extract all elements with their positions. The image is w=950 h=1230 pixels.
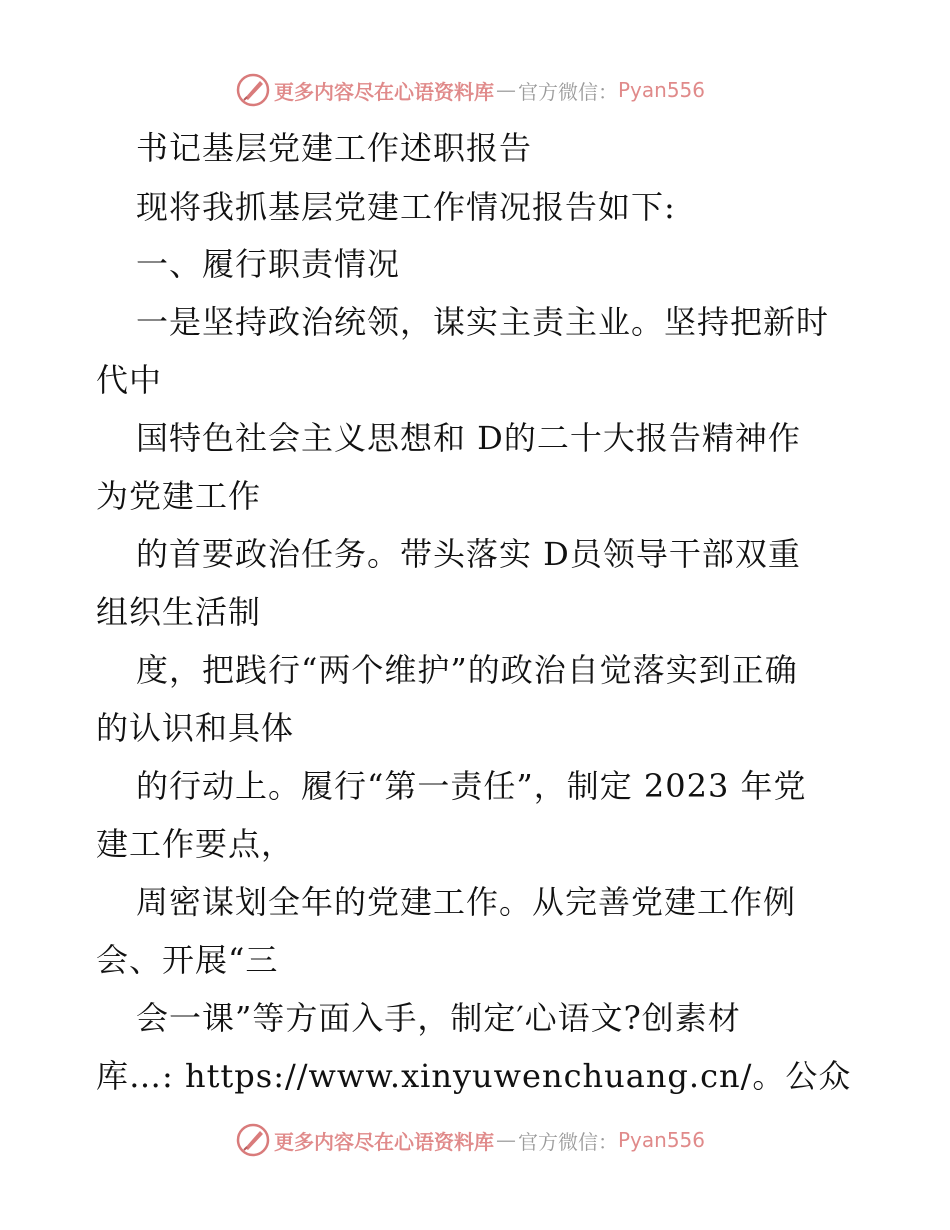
watermark-main-text: 更多内容尽在心语资料库 bbox=[274, 1129, 494, 1154]
paragraph-line: 会一课”等方面入手，制定′心语文?创素材 bbox=[136, 999, 741, 1037]
paragraph-line: 的认识和具体 bbox=[96, 709, 295, 747]
watermark-wechat-label: 官方微信： bbox=[518, 1129, 618, 1154]
paragraph-line: 为党建工作 bbox=[96, 477, 262, 515]
watermark-main-text: 更多内容尽在心语资料库 bbox=[274, 79, 494, 104]
section-heading: 一、履行职责情况 bbox=[136, 245, 401, 283]
paragraph-line: 组织生活制 bbox=[96, 593, 262, 631]
watermark-wechat-label: 官方微信： bbox=[518, 79, 618, 104]
paragraph-line: 现将我抓基层党建工作情况报告如下: bbox=[136, 188, 676, 226]
paragraph-line: 国特色社会主义思想和 D的二十大报告精神作 bbox=[136, 419, 801, 457]
paragraph-line: 周密谋划全年的党建工作。从完善党建工作例 bbox=[136, 883, 797, 921]
paragraph-line: 建工作要点， bbox=[96, 825, 295, 863]
watermark-separator: — bbox=[496, 78, 516, 102]
paragraph-line: 的行动上。履行“第一责任”，制定 2023 年党 bbox=[136, 767, 807, 805]
document-title: 书记基层党建工作述职报告 bbox=[136, 129, 533, 167]
header-watermark bbox=[236, 73, 705, 107]
watermark-wechat-id: Pyan556 bbox=[618, 78, 706, 102]
paragraph-line: 代中 bbox=[96, 361, 163, 399]
paragraph-line: 一是坚持政治统领，谋实主责主业。坚持把新时 bbox=[136, 303, 830, 341]
footer-watermark bbox=[236, 1123, 705, 1157]
watermark-wechat-id: Pyan556 bbox=[618, 1128, 706, 1152]
quill-stamp-icon bbox=[236, 73, 270, 107]
quill-stamp-icon bbox=[236, 1123, 270, 1157]
paragraph-line-with-link: 库…: https://www.xinyuwenchuang.cn/。公众 bbox=[96, 1057, 852, 1095]
paragraph-line: 度，把践行“两个维护”的政治自觉落实到正确 bbox=[136, 651, 798, 689]
paragraph-line: 会、开展“三 bbox=[96, 941, 279, 979]
watermark-separator: — bbox=[496, 1128, 516, 1152]
paragraph-line: 的首要政治任务。带头落实 D员领导干部双重 bbox=[136, 535, 801, 573]
